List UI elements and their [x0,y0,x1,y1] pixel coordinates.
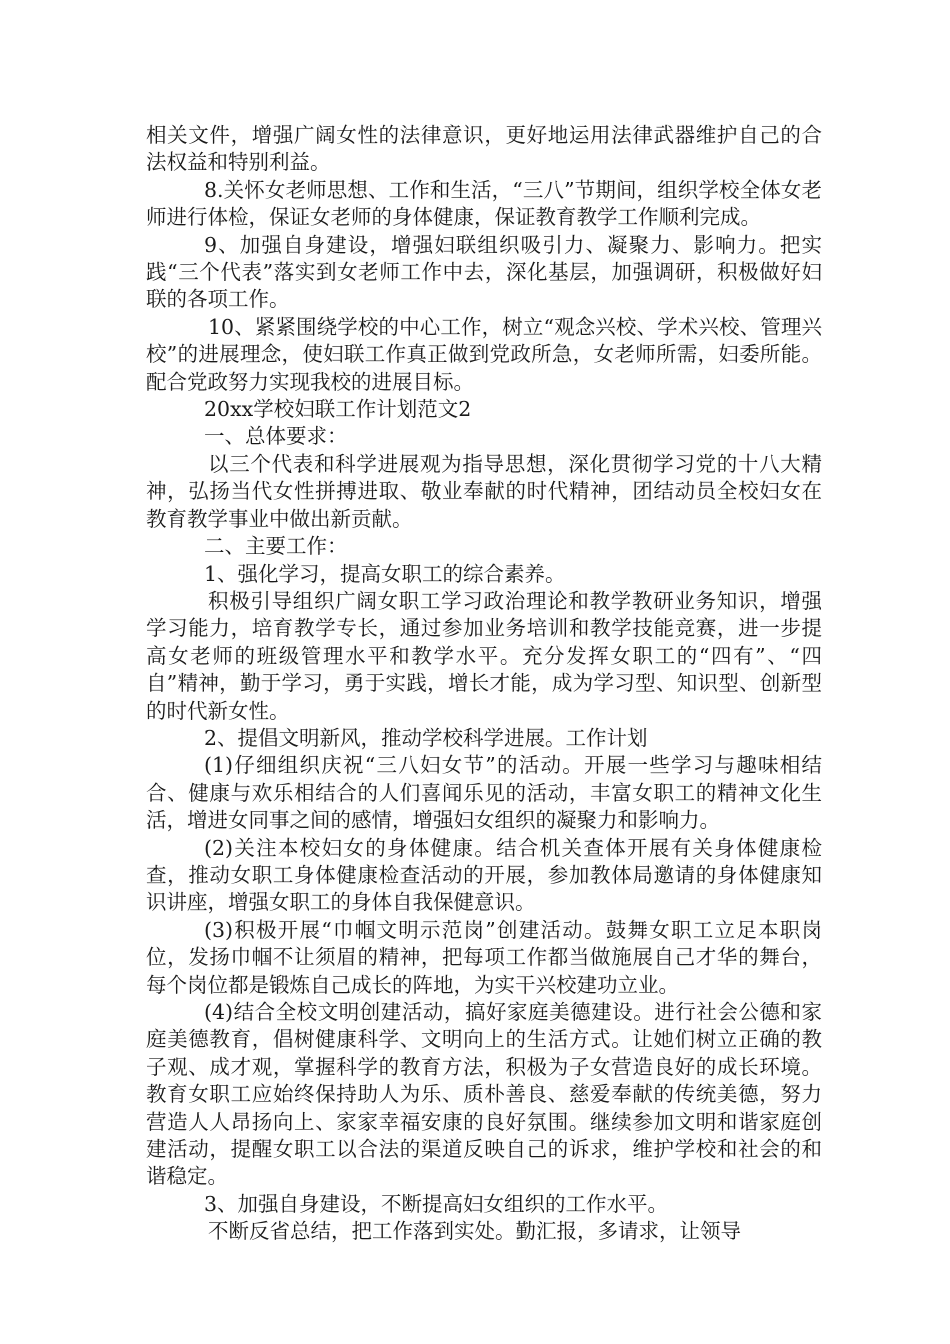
subsection-heading: 2、提倡文明新风，推动学校科学进展。工作计划 [204,725,648,750]
paragraph: 以三个代表和科学进展观为指导思想，深化贯彻学习党的十八大精神，弘扬当代女性拼搏进取、敬业奉献的时代精神，团结动员全校妇女在教育教学事业中做出新贡献。 [146,451,822,531]
paragraph: 8.关怀女老师思想、工作和生活，“三八”节期间，组织学校全体女老师进行体检，保证女老师的身体健康，保证教育教学工作顺利完成。 [146,177,822,230]
subsection-heading: 1、强化学习，提高女职工的综合素养。 [204,561,566,586]
paragraph: (4)结合全校文明创建活动，搞好家庭美德建设。进行社会公德和家庭美德教育，倡树健康科学、文明向上的生活方式。让她们树立正确的教子观、成才观，掌握科学的教育方法，积极为子女营造良好的成长环境。教育女职工应始终保持助人为乐、质朴善良、慈爱奉献的传统美德，努力营造人人昂扬向上、家家幸福安康的良好氛围。继续参加文明和谐家庭创建活动，提醒女职工以合法的渠道反映自己的诉求，维护学校和社会的和谐稳定。 [146,1000,822,1189]
section-heading: 二、主要工作： [204,534,348,559]
subsection-heading: 3、加强自身建设，不断提高妇女组织的工作水平。 [204,1191,669,1216]
paragraph: 不断反省总结，把工作落到实处。勤汇报，多请求，让领导 [208,1219,741,1244]
paragraph: 相关文件，增强广阔女性的法律意识，更好地运用法律武器维护自己的合法权益和特别利益。 [146,123,822,175]
paragraph: 积极引导组织广阔女职工学习政治理论和教学教研业务知识，增强学习能力，培育教学专长，通过参加业务培训和教学技能竞赛，进一步提高女老师的班级管理水平和教学水平。充分发挥女职工的“四有”、“四自”精神，勤于学习，勇于实践，增长才能，成为学习型、知识型、创新型的时代新女性。 [146,588,822,723]
paragraph: (1)仔细组织庆祝“三八妇女节”的活动。开展一些学习与趣味相结合、健康与欢乐相结合的人们喜闻乐见的活动，丰富女职工的精神文化生活，增进女同事之间的感情，增强妇女组织的凝聚力和影响力。 [146,753,822,833]
section-heading: 一、总体要求： [204,424,348,449]
paragraph: (2)关注本校妇女的身体健康。结合机关查体开展有关身体健康检查，推动女职工身体健康检查活动的开展，参加教体局邀请的身体健康知识讲座，增强女职工的身体自我保健意识。 [146,835,822,915]
paragraph: 10、紧紧围绕学校的中心工作，树立“观念兴校、学术兴校、管理兴校”的进展理念，使妇联工作真正做到党政所急，女老师所需，妇委所能。配合党政努力实现我校的进展目标。 [146,314,822,394]
paragraph: 9、加强自身建设，增强妇联组织吸引力、凝聚力、影响力。把实践“三个代表”落实到女老师工作中去，深化基层，加强调研，积极做好妇联的各项工作。 [146,232,822,312]
paragraph: (3)积极开展“巾帼文明示范岗”创建活动。鼓舞女职工立足本职岗位，发扬巾帼不让须眉的精神，把每项工作都当做施展自己才华的舞台，每个岗位都是锻炼自己成长的阵地，为实干兴校建功立业。 [146,917,822,997]
section-heading: 20xx学校妇联工作计划范文2 [204,397,472,422]
